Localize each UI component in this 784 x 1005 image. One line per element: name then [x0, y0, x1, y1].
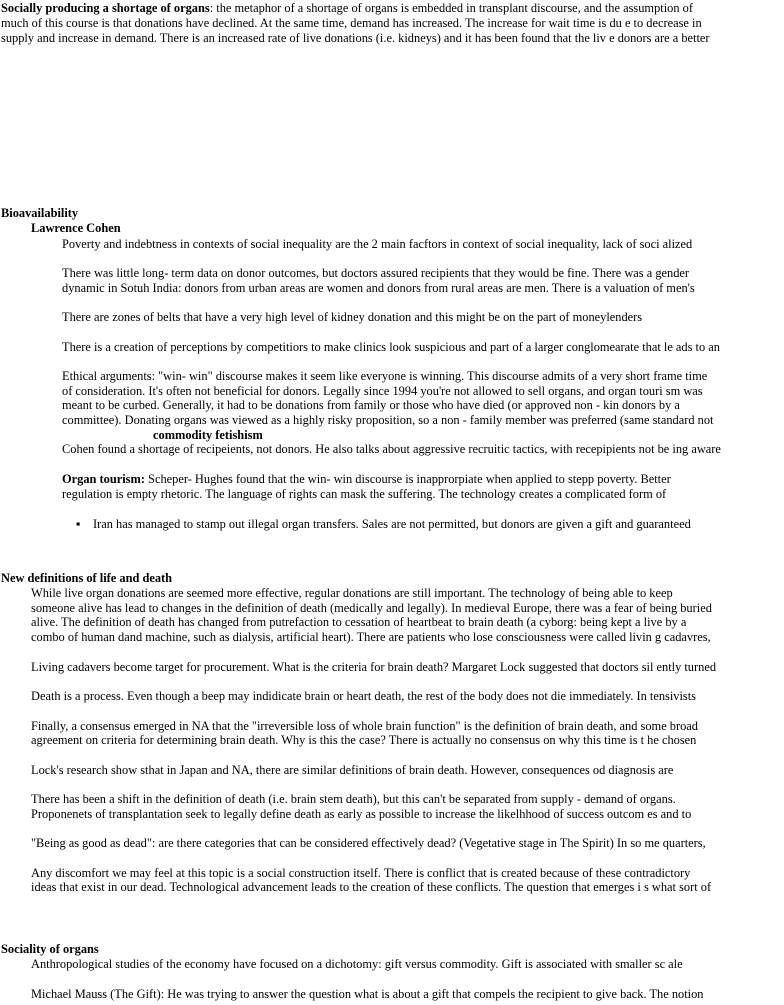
paragraph-organ-tourism-line-1	[62, 472, 671, 487]
paragraph-line: much of this course is that donations have declined. At the same time, demand has increased. The increase for wait time is du e to decrease in	[1, 16, 702, 30]
paragraph-line: Michael Mauss (The Gift): He was trying to answer the question what is about a gift that compels the recipient to give back. The notion	[31, 987, 704, 1001]
paragraph-line: agreement on criteria for determining brain death. Why is this the case? There is actually no consensus on why this time is t he chosen	[31, 733, 697, 747]
paragraph-text: : the metaphor of a shortage of organs is embedded in transplant discourse, and the assumption of	[209, 1, 693, 15]
paragraph-line: Any discomfort we may feel at this topic is a social construction itself. There is conflict that is created because of these contradictory	[31, 866, 691, 880]
section-heading-sociality-of-organs: Sociality of organs	[1, 942, 99, 956]
bullet-square-icon: ▪	[76, 517, 81, 531]
paragraph-line: Ethical arguments: "win- win" discourse makes it seem like everyone is winning. This discourse admits of a very short frame time	[62, 369, 708, 383]
section-heading-shortage: Socially producing a shortage of organs	[1, 1, 210, 15]
bold-term-organ-tourism: Organ tourism:	[62, 472, 145, 486]
paragraph-line: Cohen found a shortage of recipeients, not donors. He also talks about aggressive recruitic tactics, with recepipients not be ing aware	[62, 442, 721, 456]
paragraph-line: Poverty and indebtness in contexts of social inequality are the 2 main facftors in context of social inequality, lack of soci alized	[62, 237, 693, 251]
paragraph-line: Death is a process. Even though a beep may indidicate brain or heart death, the rest of the body does not die immediately. In tensivists	[31, 689, 697, 703]
paragraph-line: alive. The definition of death has changed from putrefaction to cessation of heartbeat to brain death (a cyborg: being kept a live by a	[31, 615, 687, 629]
section-shortage-line-1	[1, 1, 693, 16]
subheading-lawrence-cohen: Lawrence Cohen	[31, 221, 121, 235]
paragraph-line: There has been a shift in the definition of death (i.e. brain stem death), but this can't be separated from supply - demand of organs.	[31, 792, 676, 806]
paragraph-line: combo of human dand machine, such as dialysis, artificial heart). There are patients who lose consciousness were called livin g cadavres,	[31, 630, 711, 644]
paragraph-line: There is a creation of perceptions by competitiors to make clinics look suspicious and part of a larger conglomearate that le ads to an	[62, 340, 720, 354]
paragraph-line: ideas that exist in our dead. Technological advancement leads to the creation of these conflicts. The question that emerges i s what sort of	[31, 880, 712, 894]
paragraph-line: of consideration. It's often not beneficial for donors. Legally since 1994 you're not allowed to sell organs, and organ touri sm was	[62, 384, 703, 398]
section-heading-bioavailability: Bioavailability	[1, 206, 79, 220]
paragraph-line: supply and increase in demand. There is an increased rate of live donations (i.e. kidneys) and it has been found that the liv e donors are a better	[1, 31, 710, 45]
paragraph-line: There are zones of belts that have a very high level of kidney donation and this might be on the part of moneylenders	[62, 310, 643, 324]
paragraph-line: meant to be curbed. Generally, it had to be donations from family or those who have died (or approved non - kin donors by a	[62, 398, 680, 412]
paragraph-text: Scheper- Hughes found that the win- win discourse is inapprorpiate when applied to stepp poverty. Better	[144, 472, 671, 486]
paragraph-line: Anthropological studies of the economy have focused on a dichotomy: gift versus commodity. Gift is associated with smaller sc ale	[31, 957, 683, 971]
paragraph-line: Lock's research show sthat in Japan and NA, there are similar definitions of brain death. However, consequences od diagnosis are	[31, 763, 674, 777]
paragraph-line: Finally, a consensus emerged in NA that the "irreversible loss of whole brain function" is the definition of brain death, and some broad	[31, 719, 699, 733]
section-heading-life-and-death: New definitions of life and death	[1, 571, 173, 585]
paragraph-line: someone alive has lead to changes in the definition of death (medically and legally). In medieval Europe, there was a fear of being buried	[31, 601, 712, 615]
paragraph-line: There was little long- term data on donor outcomes, but doctors assured recipients that they would be fine. There was a gender	[62, 266, 690, 280]
paragraph-line: Proponenets of transplantation seek to legally define death as early as possible to increase the likelhhood of success outcom es and to	[31, 807, 692, 821]
paragraph-line: dynamic in Sotuh India: donors from urban areas are women and donors from rural areas are men. There is a valuation of men's	[62, 281, 695, 295]
bold-term-commodity-fetishism: commodity fetishism	[153, 428, 263, 442]
bullet-item-text: Iran has managed to stamp out illegal organ transfers. Sales are not permitted, but donors are given a gift and guaranteed	[93, 517, 691, 531]
paragraph-line: regulation is empty rhetoric. The language of rights can mask the suffering. The technology creates a complicated form of	[62, 487, 667, 501]
paragraph-line: committee). Donating organs was viewed as a highly risky proposition, so a non - family member was preferred (same standard not	[62, 413, 714, 427]
paragraph-line: Living cadavers become target for procurement. What is the criteria for brain death? Margaret Lock suggested that doctors sil ently turned	[31, 660, 717, 674]
paragraph-line: "Being as good as dead": are there categories that can be considered effectively dead? (Vegetative stage in The Spirit) In so me quarters,	[31, 836, 706, 850]
paragraph-line: While live organ donations are seemed more effective, regular donations are still important. The technology of being able to keep	[31, 586, 673, 600]
